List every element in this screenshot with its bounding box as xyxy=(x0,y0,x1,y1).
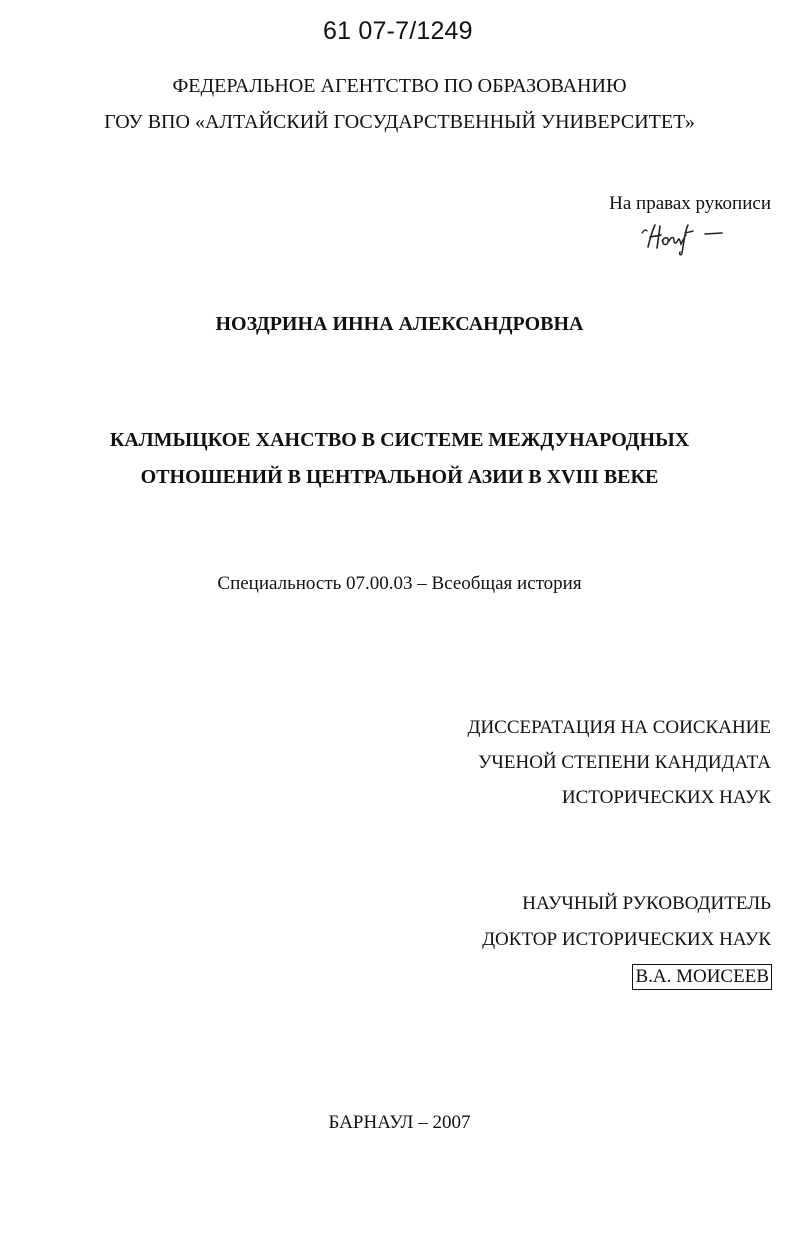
city-year: БАРНАУЛ – 2007 xyxy=(328,1112,471,1133)
manuscript-note: На правах рукописи xyxy=(609,193,771,214)
catalog-number: 61 07-7/1249 xyxy=(323,17,473,45)
degree-line-3: ИСТОРИЧЕСКИХ НАУК xyxy=(561,787,771,808)
degree-line-1: ДИССЕРАТАЦИЯ НА СОИСКАНИЕ xyxy=(467,717,771,738)
agency-name: ФЕДЕРАЛЬНОЕ АГЕНТСТВО ПО ОБРАЗОВАНИЮ xyxy=(172,75,627,97)
author-name: НОЗДРИНА ИННА АЛЕКСАНДРОВНА xyxy=(215,313,584,335)
dissertation-title-line-1: КАЛМЫЦКОЕ ХАНСТВО В СИСТЕМЕ МЕЖДУНАРОДНЫХ xyxy=(109,429,690,451)
advisor-degree: ДОКТОР ИСТОРИЧЕСКИХ НАУК xyxy=(482,929,771,950)
specialty: Специальность 07.00.03 – Всеобщая история xyxy=(217,573,582,594)
advisor-name: В.А. МОИСЕЕВ xyxy=(632,964,772,990)
degree-line-2: УЧЕНОЙ СТЕПЕНИ КАНДИДАТА xyxy=(478,752,771,773)
handwritten-signature xyxy=(638,217,728,257)
dissertation-title-line-2: ОТНОШЕНИЙ В ЦЕНТРАЛЬНОЙ АЗИИ В XVIII ВЕКЕ xyxy=(140,466,659,488)
university-name: ГОУ ВПО «АЛТАЙСКИЙ ГОСУДАРСТВЕННЫЙ УНИВЕРСИТЕТ» xyxy=(104,111,695,133)
advisor-title: НАУЧНЫЙ РУКОВОДИТЕЛЬ xyxy=(522,893,771,914)
